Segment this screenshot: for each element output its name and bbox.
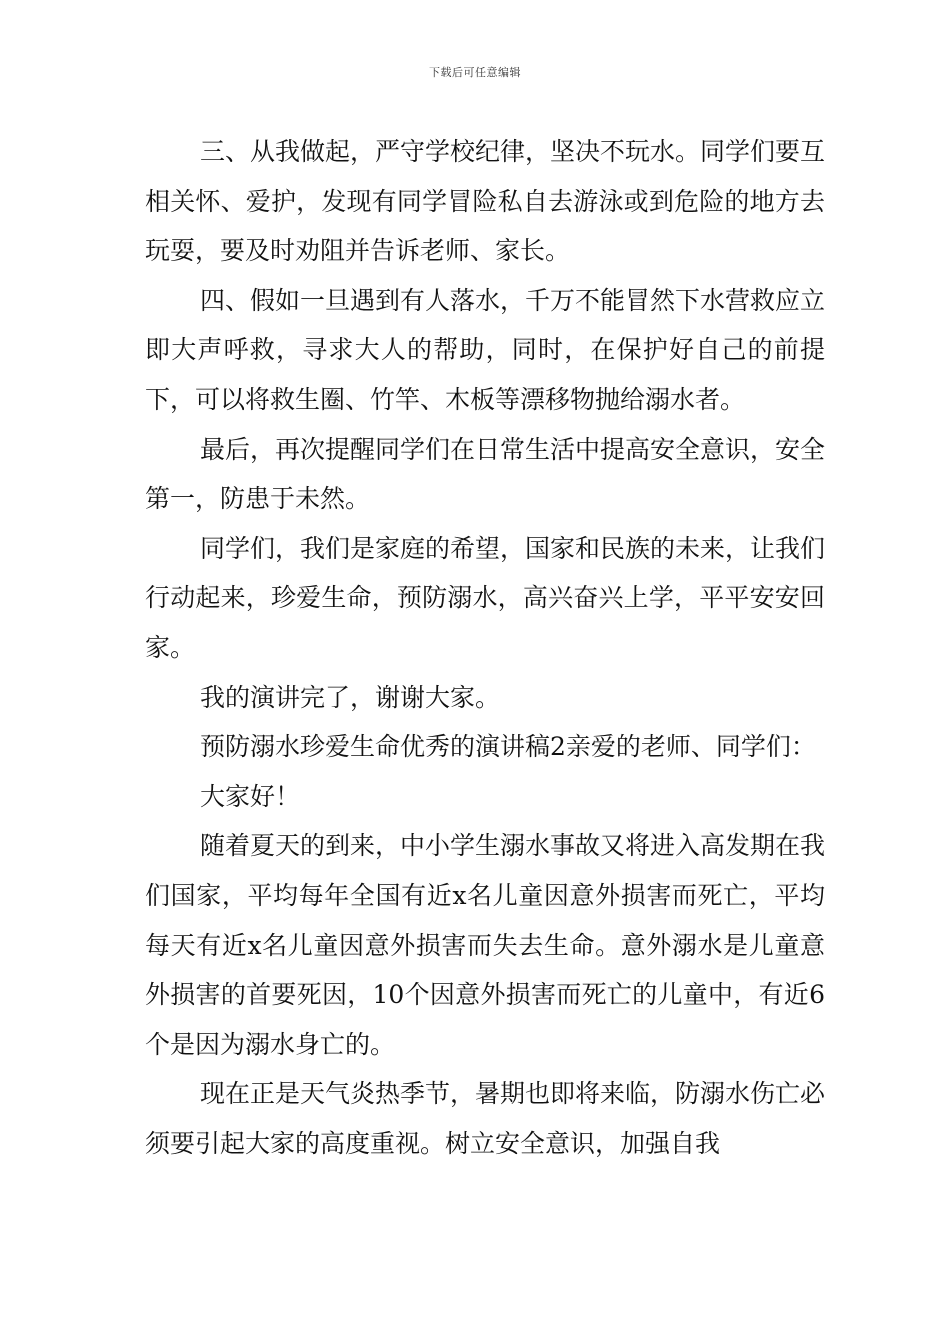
speech-title-line: 预防溺水珍爱生命优秀的演讲稿2亲爱的老师、同学们： — [200, 732, 816, 762]
page-header: 下载后可任意编辑 — [429, 66, 521, 79]
paragraph-4: 同学们，我们是家庭的希望，国家和民族的未来，让我们行动起来，珍爱生命，预防溺水，高兴奋兴上学，平平安安回家。 — [145, 533, 826, 662]
paragraph-1: 三、从我做起，严守学校纪律，坚决不玩水。同学们要互相关怀、爱护，发现有同学冒险私自去游泳或到危险的地方去玩耍，要及时劝阻并告诉老师、家长。 — [145, 137, 826, 266]
paragraph-3: 最后，再次提醒同学们在日常生活中提高安全意识，安全第一，防患于未然。 — [145, 434, 826, 514]
paragraph-6: 随着夏天的到来，中小学生溺水事故又将进入高发期在我们国家，平均每年全国有近x名儿童因意外损害而死亡，平均每天有近x名儿童因意外损害而失去生命。意外溺水是儿童意外损害的首要死因，10个因意外损害而死亡的儿童中，有近6个是因为溺水身亡的。 — [145, 831, 826, 1059]
paragraph-5: 我的演讲完了，谢谢大家。 — [200, 682, 501, 712]
paragraph-7: 现在正是天气炎热季节，暑期也即将来临，防溺水伤亡必须要引起大家的高度重视。树立安全意识，加强自我 — [145, 1079, 826, 1158]
document-body — [145, 127, 825, 1168]
greeting: 大家好！ — [200, 781, 301, 811]
paragraph-2: 四、假如一旦遇到有人落水，千万不能冒然下水营救应立即大声呼救，寻求大人的帮助，同时，在保护好自己的前提下，可以将救生圈、竹竿、木板等漂移物抛给溺水者。 — [145, 285, 826, 414]
